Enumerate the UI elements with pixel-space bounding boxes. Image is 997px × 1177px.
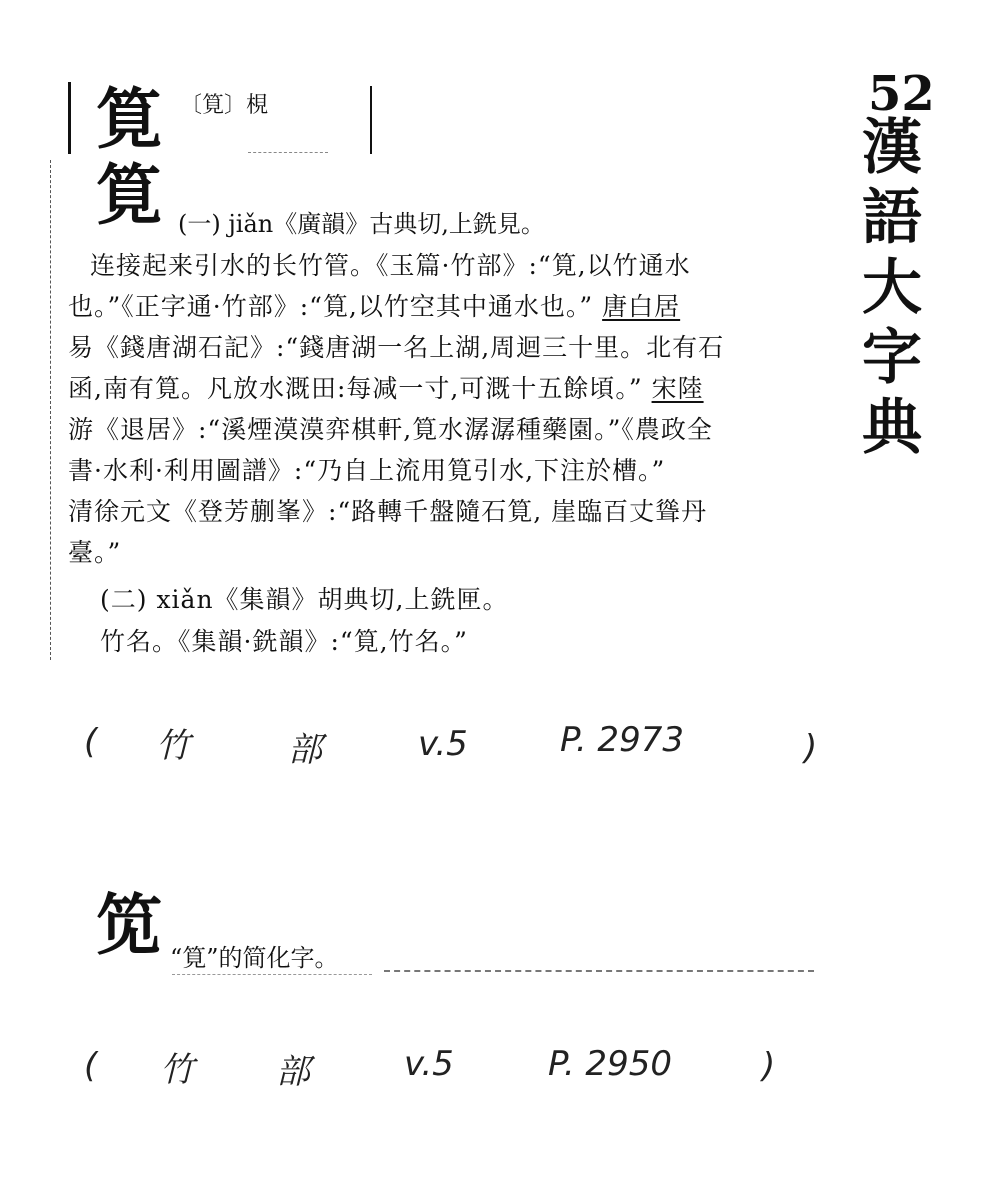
body-line-4-text: 函,南有筧。凡放水溉田:每减一寸,可溉十五餘頃。”	[68, 374, 643, 403]
headword-simplified: 笕	[96, 886, 162, 964]
series-title-char-1: 漢	[862, 113, 922, 183]
author-lu-you: 宋陸	[651, 374, 704, 403]
right-rule-top	[370, 86, 372, 154]
left-rule-top	[68, 82, 71, 154]
faint-rule-top	[248, 152, 328, 153]
note1-volume: v.5	[418, 724, 468, 764]
note2-open: (	[84, 1046, 98, 1086]
series-title-char-4: 字	[862, 323, 922, 393]
body-line-7: 清徐元文《登芳蒯峯》:“路轉千盤隨石筧, 崖臨百丈聳丹	[68, 497, 708, 526]
series-title-char-5: 典	[862, 393, 922, 463]
variant-note: 〔筧〕梘	[180, 93, 269, 118]
note1-close: )	[804, 728, 818, 768]
author-bai-juyi: 唐白居	[602, 292, 681, 321]
body-line-5: 游《退居》:“溪煙漠漠弈棋軒,筧水潺潺種藥園。”《農政全	[68, 415, 713, 444]
series-title-char-3: 大	[862, 253, 922, 323]
body-line-2-text: 也。”《正字通·竹部》:“筧,以竹空其中通水也。”	[68, 292, 594, 321]
note2-radical: 竹	[160, 1050, 194, 1090]
body-line-6: 書·水利·利用圖譜》:“乃自上流用筧引水,下注於槽。”	[68, 456, 666, 485]
body-line-4	[68, 369, 704, 405]
note1-open: (	[84, 722, 98, 762]
body-line-1: 连接起来引水的长竹管。《玉篇·竹部》:“筧,以竹通水	[90, 251, 691, 280]
note2-page: P. 2950	[548, 1044, 672, 1084]
note2-volume: v.5	[404, 1044, 454, 1084]
headword: 筧	[96, 156, 162, 234]
body-line-8: 臺。”	[68, 538, 122, 567]
reading-2: (二) xiǎn《集韻》胡典切,上銑匣。	[100, 585, 509, 614]
note1-part: 部	[288, 730, 322, 770]
body-line-3: 易《錢唐湖石記》:“錢唐湖一名上湖,周迴三十里。北有石	[68, 333, 725, 362]
headword-top: 筧	[96, 80, 162, 158]
body-line-2	[68, 287, 680, 323]
faint-rule-bottom	[384, 970, 814, 972]
note1-radical: 竹	[156, 726, 190, 766]
series-title-char-2: 語	[862, 183, 922, 253]
sense-2: 竹名。《集韻·銑韻》:“筧,竹名。”	[100, 627, 468, 656]
left-margin-dashed-rule	[50, 160, 51, 660]
simplified-definition: “筧”的简化字。	[170, 944, 339, 972]
note2-close: )	[762, 1046, 776, 1086]
note2-part: 部	[276, 1052, 310, 1092]
faint-rule-under-definition	[172, 974, 372, 975]
page-number: 52	[868, 66, 935, 122]
reading-1: (一) jiǎn《廣韻》古典切,上銑見。	[178, 210, 545, 238]
note1-page: P. 2973	[560, 720, 684, 760]
